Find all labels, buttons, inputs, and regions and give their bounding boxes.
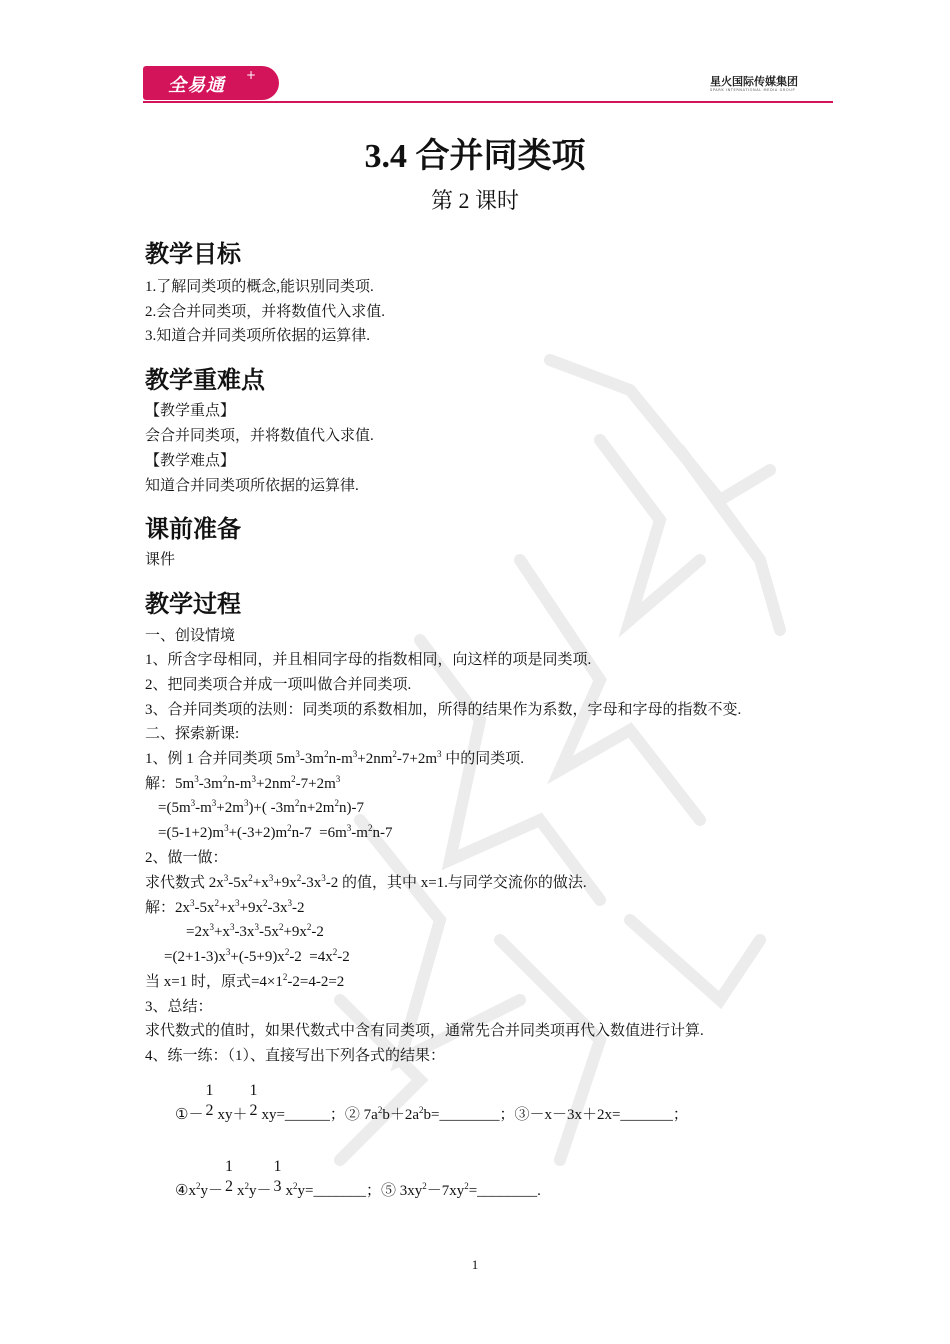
- process-line: 1、所含字母相同，并且相同字母的指数相同，向这样的项是同类项.: [145, 652, 592, 668]
- header-divider: [143, 101, 833, 103]
- section-heading-process: 教学过程: [145, 590, 241, 618]
- publisher-name: 星火国际传媒集团: [710, 75, 798, 88]
- page-number: 1: [471, 1257, 479, 1272]
- process-line: 3、合并同类项的法则：同类项的系数相加，所得的结果作为系数，字母和字母的指数不变.: [145, 702, 742, 718]
- process-line: 2、把同类项合并成一项叫做合并同类项.: [145, 677, 412, 693]
- solution-line-2: $=(5m^3-m^3+2m^3)+$( $-3m^2n+2m^2n)-7$: [158, 798, 364, 816]
- goal-item: 1.了解同类项的概念,能识别同类项.: [145, 279, 374, 295]
- practice-row-1: ①－ 1 2 xy＋ 1 2 xy=______；② $7a^2b+2a^2b=\_\_\_\_\_\_\_\_$；③－x－3x＋2x=_______；: [175, 1082, 688, 1123]
- solution-line-6: $=(2+1-3)x^3+(-5+9)x^2-2 =4x^2-2$: [164, 947, 350, 965]
- fraction-one-half: 1 2: [224, 1158, 233, 1195]
- evaluation-line: 当 x=1 时，原式$=4\times 1^2-2=4-2=2$: [145, 972, 345, 990]
- difficulty-text: 知道合并同类项所依据的运算律.: [145, 478, 359, 494]
- practice-prompt: 4、练一练：（1）、直接写出下列各式的结果：: [145, 1048, 446, 1064]
- summary-text: 求代数式的值时，如果代数式中含有同类项，通常先合并同类项再代入数值进行计算.: [145, 1023, 704, 1039]
- solution-line-3: $=(5-1+2)m^3+(-3+2)m^2n-7 =6m^3-m^2n-7$: [158, 823, 393, 841]
- section-heading-preparation: 课前准备: [145, 515, 241, 543]
- fraction-one-half: 1 2: [205, 1082, 214, 1119]
- publisher-english: SPARK INTERNATIONAL MEDIA GROUP: [710, 88, 796, 92]
- goal-item: 2.会合并同类项，并将数值代入求值.: [145, 304, 386, 320]
- key-point-label: 【教学重点】: [145, 403, 236, 419]
- solution-line-1: 解：$5m^3-3m^2n-m^3+2nm^2-7+2m^3$: [145, 774, 341, 792]
- section-heading-goals: 教学目标: [145, 240, 241, 268]
- solution-line-5: $=2x^3+x^3-3x^3-5x^2+9x^2-2$: [186, 922, 324, 940]
- goal-item: 3.知道合并同类项所依据的运算律.: [145, 328, 371, 344]
- preparation-text: 课件: [145, 552, 176, 568]
- example-1: 1、例 1 合并同类项 $5m^3-3m^2n-m^3+2nm^2-7+2m^3$ 中的同类项.: [145, 749, 525, 767]
- page-title: 3.4 合并同类项: [364, 138, 586, 175]
- section-heading-key-points: 教学重难点: [145, 366, 265, 394]
- process-line: 二、探索新课:: [145, 726, 240, 742]
- process-line: 3、总结：: [145, 999, 213, 1015]
- practice-row-2: $④x^2y-$ 1 2 $x^2y-$ 1 3 $x^2y=\_\_\_\_\_\_\_$；⑤ $3xy^2-7xy^2=\_\_\_\_\_\_\_\_$.: [175, 1158, 541, 1199]
- brand-logo-text: 全易通: [168, 75, 225, 96]
- difficulty-label: 【教学难点】: [145, 453, 236, 469]
- process-line: 一、创设情境: [145, 628, 236, 644]
- lesson-subtitle: 第 2 课时: [430, 188, 519, 213]
- process-line: 2、做一做：: [145, 850, 228, 866]
- fraction-one-half: 1 2: [249, 1082, 258, 1119]
- fraction-one-third: 1 3: [273, 1158, 282, 1195]
- sparkle-icon: +: [246, 68, 257, 82]
- solution-line-4: 解：$2x^3-5x^2+x^3+9x^2-3x^3-2$: [145, 898, 305, 916]
- key-point-text: 会合并同类项，并将数值代入求值.: [145, 428, 374, 444]
- exercise-prompt: 求代数式 $2x^3-5x^2+x^3+9x^2-3x^3-2$ 的值，其中 x=1.与同学交流你的做法.: [145, 873, 587, 891]
